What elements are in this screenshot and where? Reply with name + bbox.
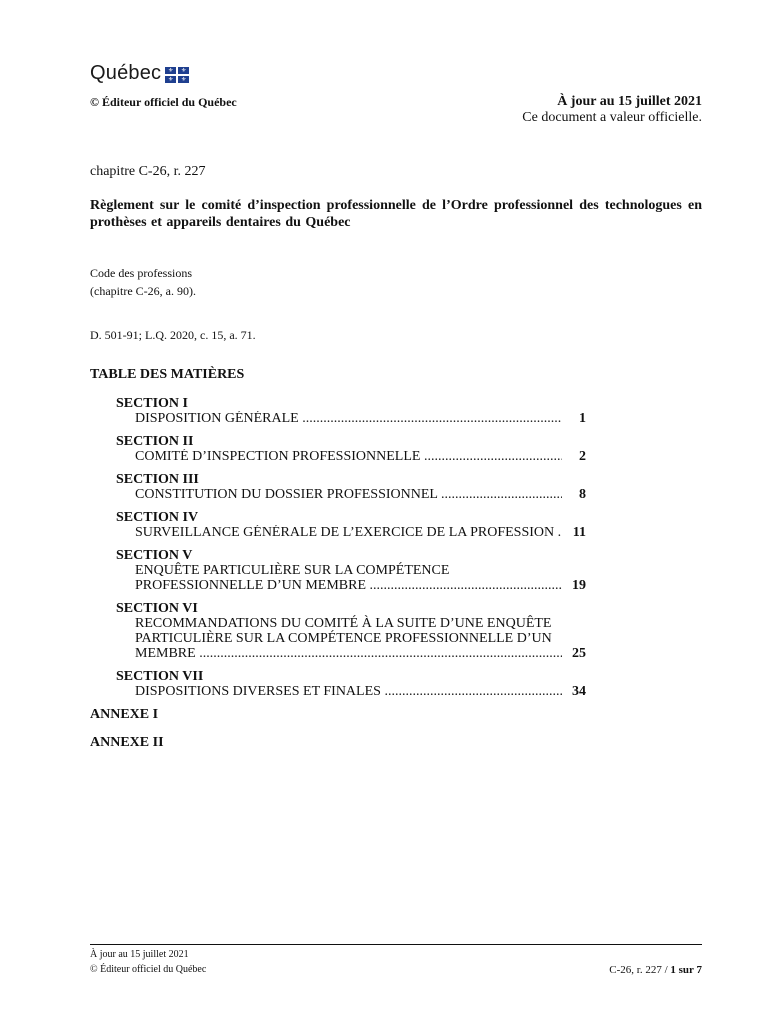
toc-entry[interactable] <box>116 449 586 464</box>
toc-entry-line[interactable]: ENQUÊTE PARTICULIÈRE SUR LA COMPÉTENCE <box>135 563 450 578</box>
toc-section <box>116 472 586 502</box>
toc-page-number: 25 <box>572 646 586 661</box>
toc-section-label[interactable]: SECTION II <box>116 434 194 449</box>
toc-section <box>116 396 586 426</box>
toc-entry-title: COMITÉ D’INSPECTION PROFESSIONNELLE ..... <box>135 449 562 464</box>
footer-page-number <box>609 964 702 976</box>
footer-divider <box>90 944 702 945</box>
toc-page-number: 2 <box>579 449 586 464</box>
toc-entry[interactable] <box>116 646 586 661</box>
toc-section <box>116 669 586 699</box>
toc-entry-title: DISPOSITIONS DIVERSES ET FINALES ..... <box>135 684 562 699</box>
footer-page: 1 sur 7 <box>670 964 702 976</box>
toc-entry-title: MEMBRE ..... <box>135 646 562 661</box>
toc-entry-title: PROFESSIONNELLE D’UN MEMBRE ..... <box>135 578 562 593</box>
toc-section-label[interactable]: SECTION V <box>116 548 193 563</box>
toc-page-number: 19 <box>572 578 586 593</box>
footer-ref: C-26, r. 227 / <box>609 964 668 976</box>
toc-entry-line[interactable]: RECOMMANDATIONS DU COMITÉ À LA SUITE D’UNE ENQUÊTE <box>135 616 552 631</box>
decree-references: D. 501-91; L.Q. 2020, c. 15, a. 71. <box>90 328 256 342</box>
law-name: Code des professions <box>90 266 192 280</box>
toc-page-number: 11 <box>572 525 586 540</box>
toc-entry[interactable] <box>116 411 586 426</box>
toc-entry[interactable] <box>116 525 586 540</box>
toc-entry-title: CONSTITUTION DU DOSSIER PROFESSIONNEL ..... <box>135 487 562 502</box>
toc-section-label[interactable]: SECTION IV <box>116 510 199 525</box>
enabling-law <box>90 264 196 300</box>
toc-page-number: 1 <box>579 411 586 426</box>
toc-entry-title: SURVEILLANCE GÉNÉRALE DE L’EXERCICE DE LA PROFESSION ..... <box>135 525 562 540</box>
publisher-notice: © Éditeur officiel du Québec <box>90 95 237 109</box>
toc-section <box>116 510 586 540</box>
toc-section-label[interactable]: SECTION III <box>116 472 199 487</box>
regulation-title: Règlement sur le comité d’inspection professionnelle de l’Ordre professionnel des technologues en prothèses et appareils dentaires du Québec <box>90 198 702 230</box>
footer-date: À jour au 15 juillet 2021 <box>90 949 189 960</box>
toc-title: TABLE DES MATIÈRES <box>90 367 245 382</box>
toc-section <box>116 434 586 464</box>
toc-entry-line[interactable]: PARTICULIÈRE SUR LA COMPÉTENCE PROFESSIONNELLE D’UN <box>135 631 552 646</box>
toc-annex-2[interactable]: ANNEXE II <box>90 735 164 750</box>
toc-section-label[interactable]: SECTION VII <box>116 669 204 684</box>
logo-wordmark: Québec <box>90 62 162 84</box>
table-of-contents <box>116 396 586 707</box>
quebec-logo <box>90 62 189 85</box>
official-status: Ce document a valeur officielle. <box>522 110 702 125</box>
toc-entry[interactable] <box>116 684 586 699</box>
toc-entry[interactable] <box>116 578 586 593</box>
law-citation: (chapitre C-26, a. 90). <box>90 284 196 298</box>
toc-entry-title: DISPOSITION GÉNÉRALE ..... <box>135 411 562 426</box>
footer-publisher: © Éditeur officiel du Québec <box>90 964 207 975</box>
toc-page-number: 34 <box>572 684 586 699</box>
toc-entry[interactable] <box>116 487 586 502</box>
toc-section-label[interactable]: SECTION VI <box>116 601 198 616</box>
update-date: À jour au 15 juillet 2021 <box>557 94 702 109</box>
toc-section-label[interactable]: SECTION I <box>116 396 188 411</box>
toc-section <box>116 601 586 661</box>
toc-section <box>116 548 586 593</box>
toc-page-number: 8 <box>579 487 586 502</box>
fleur-de-lis-flag-icon: ⚜ ⚜ ⚜ ⚜ <box>165 67 189 83</box>
chapter-reference: chapitre C-26, r. 227 <box>90 164 206 179</box>
toc-annex-1[interactable]: ANNEXE I <box>90 707 159 722</box>
